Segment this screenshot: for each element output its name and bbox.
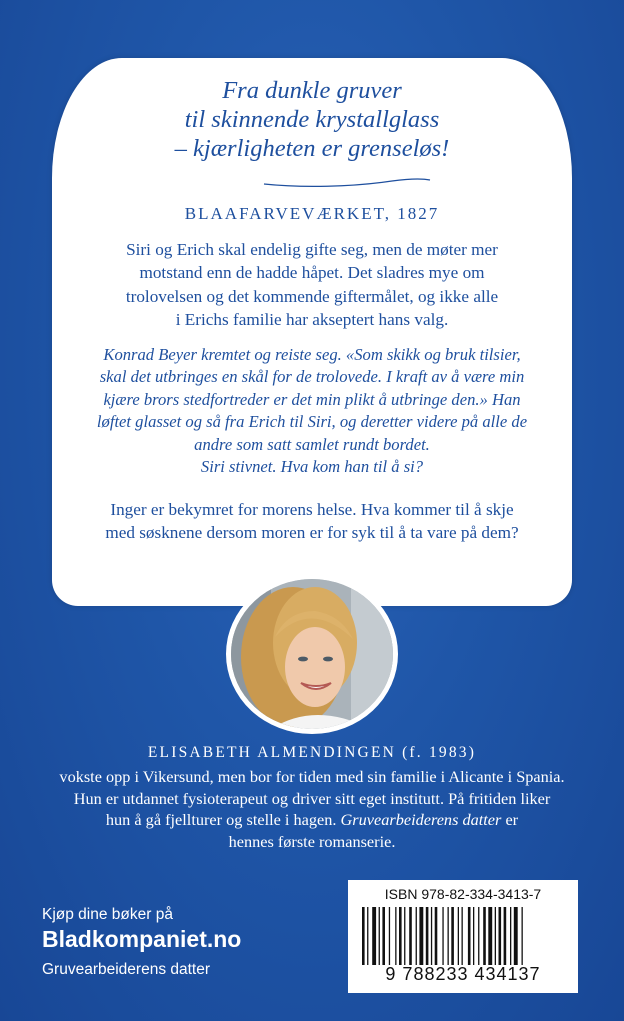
- excerpt-paragraph: [80, 344, 544, 478]
- barcode-bar: [362, 907, 365, 965]
- teaser-line: med søsknene dersom moren er for syk til å ta vare på dem?: [105, 523, 519, 543]
- barcode-bar: [426, 907, 429, 965]
- barcode-bar: [367, 907, 368, 965]
- barcode-digits: 9 788233 434137: [385, 964, 541, 984]
- barcode-bar: [504, 907, 507, 965]
- excerpt-line: skal det utbringes en skål for de trolovede. I kraft av å være min: [99, 367, 525, 387]
- barcode-bars: [362, 907, 564, 965]
- barcode-bar: [419, 907, 423, 965]
- blurb-panel: [52, 58, 572, 606]
- synopsis-paragraph: [80, 238, 544, 332]
- excerpt-line: Konrad Beyer kremtet og reiste seg. «Som skikk og bruk tilsier,: [103, 345, 521, 364]
- barcode-bar: [483, 907, 486, 965]
- barcode-bar: [431, 907, 432, 965]
- barcode-bar: [404, 907, 405, 965]
- excerpt-line: løftet glasset og så fra Erich til Siri, og deretter videre på alle de: [96, 412, 528, 432]
- barcode-bar: [458, 907, 459, 965]
- barcode-bar: [468, 907, 471, 965]
- setting-heading: BLAAFARVEVÆRKET, 1827: [184, 204, 440, 223]
- tagline-line-1: Fra dunkle gruver: [222, 77, 402, 104]
- barcode-bar: [522, 907, 523, 965]
- barcode-bar: [499, 907, 502, 965]
- author-bio: [20, 766, 604, 852]
- barcode-bar: [382, 907, 385, 965]
- bio-line: Hun er utdannet fysioterapeut og driver sitt eget institutt. På fritiden liker: [73, 788, 551, 808]
- bio-line: [20, 809, 604, 831]
- tagline-line-2: til skinnende krystallglass: [184, 106, 440, 133]
- barcode-bar: [389, 907, 390, 965]
- barcode-bar: [478, 907, 479, 965]
- author-name: ELISABETH ALMENDINGEN (f. 1983): [147, 744, 477, 761]
- barcode-bar: [416, 907, 417, 965]
- barcode-bar: [409, 907, 412, 965]
- bio-line-text: hun å gå fjellturer og stelle i hagen.: [105, 810, 337, 829]
- tagline-line-3: – kjærligheten er grenseløs!: [174, 135, 450, 162]
- barcode-bar: [435, 907, 438, 965]
- synopsis-line: motstand enn de hadde håpet. Det sladres mye om: [139, 263, 485, 283]
- barcode-bar: [399, 907, 402, 965]
- shop-site[interactable]: Bladkompaniet.no: [42, 926, 242, 952]
- shop-series: Gruvearbeiderens datter: [42, 961, 211, 978]
- barcode-bar: [473, 907, 474, 965]
- barcode-bar: [448, 907, 449, 965]
- bio-line: vokste opp i Vikersund, men bor for tiden med sin familie i Alicante i Spania.: [59, 767, 565, 786]
- barcode-box: [348, 880, 578, 993]
- teaser-paragraph: [80, 498, 544, 545]
- barcode-bar: [442, 907, 443, 965]
- barcode-bar: [372, 907, 376, 965]
- excerpt-line: kjære brors stedfortreder er det min plikt å utbringe den.» Han: [103, 389, 521, 409]
- barcode-bar: [510, 907, 511, 965]
- synopsis-line: trolovelsen og det kommende giftermålet, og ikke alle: [125, 286, 499, 306]
- bio-line: hennes første romanserie.: [228, 831, 396, 851]
- author-portrait: [226, 574, 398, 734]
- barcode-bar: [488, 907, 492, 965]
- barcode-bar: [495, 907, 496, 965]
- shop-prompt: Kjøp dine bøker på: [42, 906, 173, 923]
- barcode-bar: [462, 907, 463, 965]
- barcode-bar: [395, 907, 396, 965]
- bio-line-tail: er: [501, 810, 519, 829]
- barcode-bar: [451, 907, 454, 965]
- synopsis-line: Siri og Erich skal endelig gifte seg, men de møter mer: [126, 240, 498, 259]
- isbn-label: ISBN 978-82-334-3413-7: [384, 886, 542, 902]
- flourish-ornament: [262, 176, 432, 188]
- barcode-bar: [514, 907, 518, 965]
- excerpt-line: andre som satt samlet rundt bordet.: [194, 434, 430, 454]
- synopsis-line: i Erichs familie har akseptert hans valg.: [175, 310, 449, 330]
- series-title: Gruvearbeiderens datter: [340, 810, 502, 829]
- excerpt-line: Siri stivnet. Hva kom han til å si?: [200, 457, 424, 477]
- barcode-bar: [379, 907, 380, 965]
- teaser-line: Inger er bekymret for morens helse. Hva kommer til å skje: [110, 500, 514, 519]
